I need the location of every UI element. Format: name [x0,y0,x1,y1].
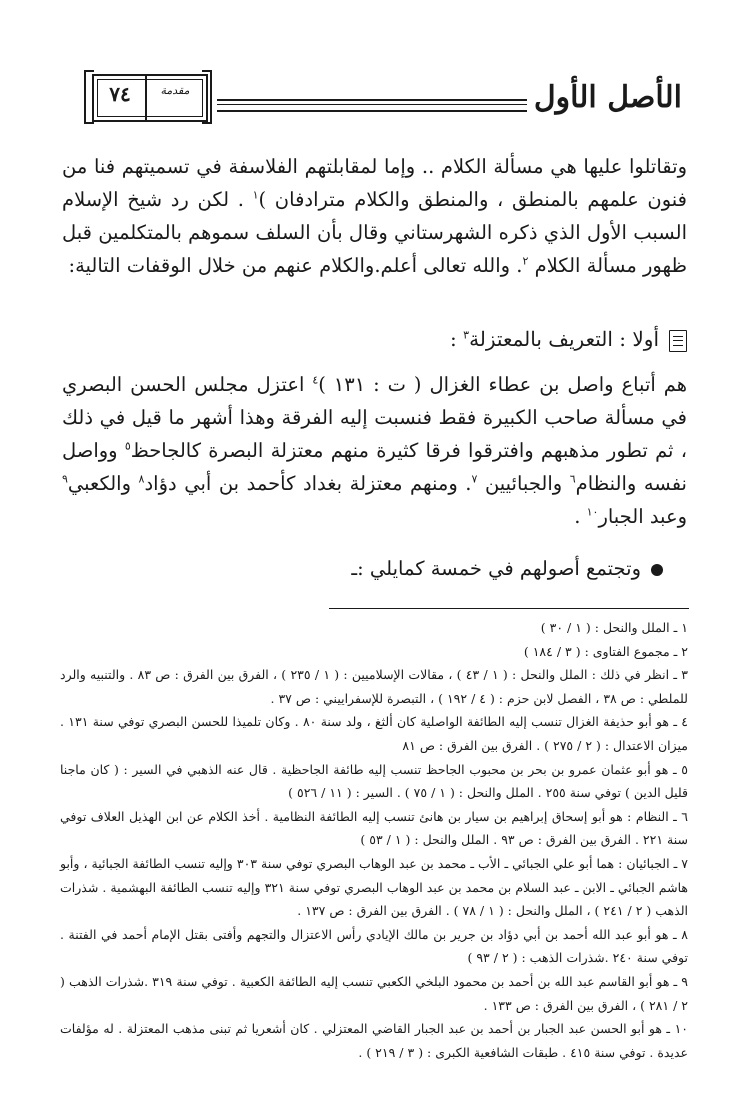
bullet-icon [651,564,663,576]
footnote-ref-5: ٥ [124,439,131,453]
paragraph-intro [62,150,687,282]
footnote-2: ٢ ـ مجموع الفتاوى : ( ٣ / ١٨٤ ) [523,643,688,659]
document-icon [669,330,687,352]
page-number-book-frame [82,68,214,124]
p1-line1: وتقاتلوا عليها هي مسألة الكلام .. وإما لمقابلتهم الفلاسفة في تسميتهم فنا من [62,155,687,178]
p2-part-b: اعتزل مجلس الحسن البصري في مسألة صاحب الكبيرة فقط فنسبت إليه الفرقة وهذا أشهر ما قيل في ذلك ، ثم تطور مذهبهم وافترقوا فرقا كثيرة منهم معتزلة البصرة كالجاحظ [62,373,687,462]
footnote-ref-2: ٢ [522,254,529,268]
footnote-3: ٣ ـ انظر في ذلك : الملل والنحل : ( ١ / ٤٣ ) ، مقالات الإسلاميين : ( ١ / ٢٣٥ ) ، الفرق بين الفرق : ص ٨٣ . والتنبيه والرد للملطي : ص ٣٨ ، الفصل لابن حزم : ( ٤ / ١٩٢ ) ، التبصرة للإسفراييني : ص ٣٧ . [60,667,688,706]
footnote-ref-6: ٦ [569,472,576,486]
footnotes [60,616,688,1064]
p2-part-g: وعبد الجبار [598,505,687,528]
p1-line4b: . والله تعالى أعلم.والكلام عنهم من خلال الوقفات التالية: [68,254,523,277]
footnote-1: ١ ـ الملل والنحل : ( ١ / ٣٠ ) [540,620,688,635]
book-label: مقدمة [160,84,190,97]
footnote-9: ٩ ـ هو أبو القاسم عبد الله بن أحمد بن محمود البلخي الكعبي تنسب إليه الطائفة الكعبية . توفي سنة ٣١٩ .شذرات الذهب ( ٢ / ٢٨١ ) ، الفرق بين الفرق : ص ١٣٣ . [60,973,688,1013]
p1-line4: ظهور مسألة الكلام [528,254,687,277]
p2-part-h: . [574,505,587,528]
bullet-item [213,552,663,585]
footnote-7: ٧ ـ الجبائيان : هما أبو علي الجبائي ـ الأب ـ محمد بن عبد الوهاب البصري توفي سنة ٣٠٣ وإليه تنسب الطائفة الجبائية ، وأبو هاشم الجبائي ـ الابن ـ عبد السلام بن محمد بن عبد الوهاب البصري توفي سنة ٣٢١ وإليه تنسب الطائفة البهشمية . شذرات الذهب ( ٢ / ٢٤١ ) ، الملل والنحل : ( ١ / ٧٨ ) . الفرق بين الفرق : ص ١٣٧ . [60,855,689,919]
footnote-ref-10: ١٠ [586,505,599,519]
p1-line3: السبب الأول الذي ذكره الشهرستاني وقال بأن السلف سموهم بالمتكلمين قبل [62,221,687,244]
footnote-4: ٤ ـ هو أبو حذيفة الغزال تنسب إليه الطائفة الواصلية كان ألثغ ، ولد سنة ٨٠ . وكان تلميذا للحسن البصري توفي سنة ١٣١ . ميزان الاعتدال : ( ٢ / ٢٧٥ ) . الفرق بين الفرق : ص ٨١ [60,714,689,753]
section-colon: : [450,327,464,351]
section-heading-text: أولا : التعريف بالمعتزلة [469,327,659,351]
footnote-5: ٥ ـ هو أبو عثمان عمرو بن بحر بن محبوب الجاحظ تنسب إليه طائفة الجاحظية . قال عنه الذهبي في السير : ( كان ماجنا قليل الدين ) توفي سنة ٢٥٥ . الملل والنحل : ( ١ / ٧٥ ) . السير : ( ١١ / ٥٢٦ ) [60,761,688,801]
footnote-6: ٦ ـ النظام : هو أبو إسحاق إبراهيم بن سيار بن هانئ تنسب إليه الطائفة النظامية . أخذ الكلام عن ابن الهذيل العلاف توفي سنة ٢٢١ . الفرق بين الفرق : ص ٩٣ . الملل والنحل : ( ١ / ٥٣ ) [60,808,688,848]
p2-part-d: والجبائيين [477,472,570,495]
p2-part-c: وواصل نفسه والنظام [62,439,687,495]
bullet-text: وتجتمع أصولهم في خمسة كمايلي :ـ [351,557,641,580]
footnote-separator [329,608,689,609]
footnote-ref-9: ٩ [62,472,68,486]
chapter-title: الأصل الأول [533,80,682,115]
footnote-ref-8: ٨ [138,472,145,486]
section-heading [287,322,687,356]
book-spine [145,74,147,122]
p2-part-e: . ومنهم معتزلة بغداد كأحمد بن أبي دؤاد [144,472,472,495]
footnote-10: ١٠ ـ هو أبو الحسن عبد الجبار بن أحمد بن عبد الجبار القاضي المعتزلي . كان أشعريا ثم تبنى مذهب المعتزلة . له مؤلفات عديدة . توفي سنة ٤١٥ . طبقات الشافعية الكبرى : ( ٣ / ٢١٩ ) . [60,1021,688,1060]
footnote-ref-4: ٤ [312,373,319,387]
page-header [82,62,682,132]
header-rule [217,99,527,112]
page-number: ٧٤ [109,82,131,106]
p2-part-f: والكعبي [67,472,139,495]
paragraph-definition [62,368,687,533]
p1-line2: فنون علمهم بالمنطق ، والمنطق والكلام مترادفان ) [258,188,687,211]
p1-line2b: . لكن رد شيخ الإسلام [62,188,253,211]
footnote-ref-7: ٧ [471,472,478,486]
footnote-8: ٨ ـ هو أبو عبد الله أحمد بن أبي دؤاد بن جرير بن مالك الإيادي رأس الاعتزال والتجهم وأفتى بقتل الإمام أحمد في الفتنة . توفي سنة ٢٤٠ .شذرات الذهب : ( ٢ / ٩٣ ) [60,926,688,966]
footnote-ref-1: ١ [252,188,259,202]
p2-part-a: هم أتباع واصل بن عطاء الغزال ( ت : ١٣١ ) [318,373,687,396]
footnote-ref-3: ٣ [463,328,470,342]
